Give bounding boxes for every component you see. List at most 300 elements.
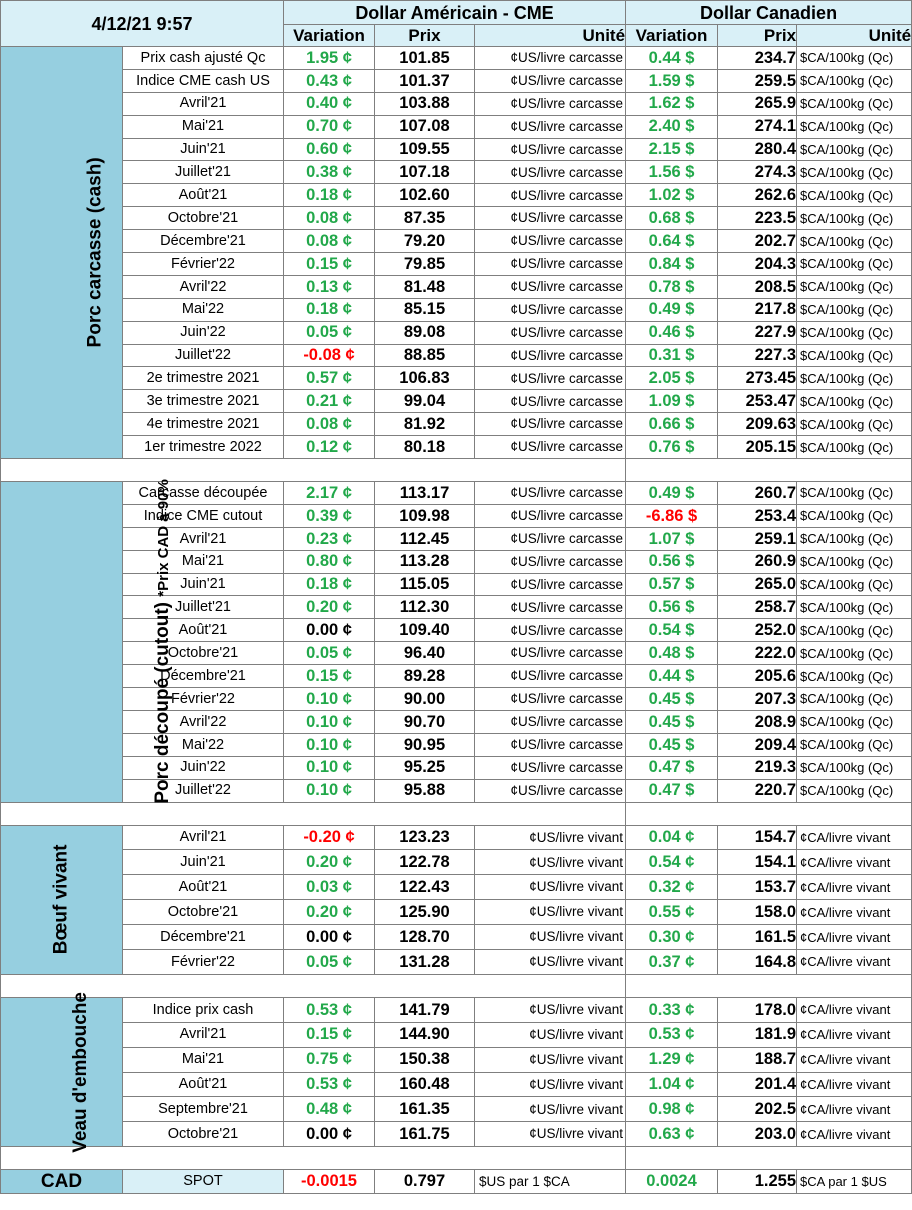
usd-unit: ¢US/livre carcasse [475,390,626,413]
cad-variation: 0.48 $ [626,642,718,665]
usd-variation: 0.23 ¢ [284,527,375,550]
table-row [1,92,912,115]
cad-unit: $CA par 1 $US [797,1170,912,1194]
cad-variation: 0.04 ¢ [626,825,718,850]
usd-variation: -0.20 ¢ [284,825,375,850]
cad-price: 188.7 [718,1047,797,1072]
usd-variation: 0.05 ¢ [284,642,375,665]
table-row [1,367,912,390]
contract-label: Février'22 [123,253,284,276]
cad-price: 209.4 [718,733,797,756]
cad-price: 227.9 [718,321,797,344]
contract-label: Octobre'21 [123,900,284,925]
cad-unit: $CA/100kg (Qc) [797,756,912,779]
table-row [1,69,912,92]
contract-label: Décembre'21 [123,665,284,688]
cad-price: 154.7 [718,825,797,850]
spacer-row [1,459,912,482]
cad-variation: 1.56 $ [626,161,718,184]
cad-price: 280.4 [718,138,797,161]
cad-variation: 0.45 $ [626,733,718,756]
usd-price: 89.08 [375,321,475,344]
contract-label: Août'21 [123,619,284,642]
usd-unit: ¢US/livre carcasse [475,115,626,138]
usd-unit: $US par 1 $CA [475,1170,626,1194]
cad-price: 205.15 [718,436,797,459]
usd-price: 90.95 [375,733,475,756]
contract-label: Mai'22 [123,298,284,321]
cad-variation: 0.0024 [626,1170,718,1194]
cad-variation: 2.15 $ [626,138,718,161]
cad-price: 262.6 [718,184,797,207]
usd-variation: 0.10 ¢ [284,779,375,802]
usd-price: 90.00 [375,688,475,711]
contract-label: Indice prix cash [123,997,284,1022]
table-row [1,207,912,230]
usd-variation: 0.70 ¢ [284,115,375,138]
usd-unit-header: Unité [475,25,626,47]
usd-price: 161.75 [375,1122,475,1147]
usd-variation: 0.00 ¢ [284,1122,375,1147]
usd-unit: ¢US/livre carcasse [475,756,626,779]
usd-unit: ¢US/livre carcasse [475,710,626,733]
usd-unit: ¢US/livre vivant [475,997,626,1022]
cad-unit: $CA/100kg (Qc) [797,230,912,253]
cad-price: 158.0 [718,900,797,925]
usd-unit: ¢US/livre carcasse [475,779,626,802]
cad-price: 260.7 [718,482,797,505]
table-row [1,344,912,367]
usd-price: 0.797 [375,1170,475,1194]
contract-label: Avril'21 [123,1022,284,1047]
cad-unit: $CA/100kg (Qc) [797,390,912,413]
usd-variation: 0.15 ¢ [284,1022,375,1047]
cad-price: 208.9 [718,710,797,733]
usd-unit: ¢US/livre carcasse [475,47,626,70]
contract-label: Juillet'21 [123,596,284,619]
usd-unit: ¢US/livre vivant [475,949,626,974]
table-row [1,161,912,184]
cad-variation: 0.56 $ [626,550,718,573]
category-name: Bœuf vivant [50,844,72,955]
cad-variation: 0.54 ¢ [626,850,718,875]
cad-price: 208.5 [718,275,797,298]
cad-unit: ¢CA/livre vivant [797,850,912,875]
usd-variation: 0.03 ¢ [284,875,375,900]
contract-label: Avril'22 [123,275,284,298]
table-row [1,230,912,253]
usd-unit: ¢US/livre carcasse [475,184,626,207]
category-label [152,480,175,804]
table-row [1,527,912,550]
cad-variation: 0.32 ¢ [626,875,718,900]
usd-unit: ¢US/livre carcasse [475,298,626,321]
contract-label: 3e trimestre 2021 [123,390,284,413]
usd-variation: 0.00 ¢ [284,619,375,642]
usd-unit: ¢US/livre carcasse [475,275,626,298]
cad-unit: $CA/100kg (Qc) [797,779,912,802]
table-row [1,665,912,688]
contract-label: Août'21 [123,875,284,900]
usd-price: 161.35 [375,1097,475,1122]
usd-price: 81.92 [375,413,475,436]
table-row [1,756,912,779]
usd-variation: 0.18 ¢ [284,298,375,321]
spacer-cell [626,974,912,997]
table-row [1,997,912,1022]
cad-variation: 0.98 ¢ [626,1097,718,1122]
usd-variation-header: Variation [284,25,375,47]
cad-variation: 0.45 $ [626,688,718,711]
usd-unit: ¢US/livre carcasse [475,665,626,688]
usd-price: 101.85 [375,47,475,70]
cad-unit-header: Unité [797,25,912,47]
contract-label: Décembre'21 [123,230,284,253]
contract-label: Avril'21 [123,825,284,850]
contract-label: Août'21 [123,1072,284,1097]
usd-price: 79.20 [375,230,475,253]
contract-label: Juin'21 [123,850,284,875]
usd-variation: 0.15 ¢ [284,253,375,276]
cad-variation: 2.05 $ [626,367,718,390]
usd-unit: ¢US/livre vivant [475,1097,626,1122]
usd-price: 106.83 [375,367,475,390]
table-row [1,925,912,950]
category-cell [1,479,173,804]
cad-variation: 0.68 $ [626,207,718,230]
usd-variation: 0.08 ¢ [284,207,375,230]
table-row [1,875,912,900]
usd-unit: ¢US/livre vivant [475,1047,626,1072]
usd-unit: ¢US/livre carcasse [475,207,626,230]
cad-unit: $CA/100kg (Qc) [797,69,912,92]
table-row [1,413,912,436]
cad-variation: 0.44 $ [626,665,718,688]
usd-variation: 0.05 ¢ [284,321,375,344]
cad-unit: $CA/100kg (Qc) [797,527,912,550]
cad-title: Dollar Canadien [626,1,912,25]
cad-unit: ¢CA/livre vivant [797,875,912,900]
table-row [1,550,912,573]
usd-unit: ¢US/livre carcasse [475,550,626,573]
cad-variation: 0.66 $ [626,413,718,436]
category-note: *Prix CAD à 90% [154,479,172,598]
spacer-row [1,802,912,825]
contract-label: Février'22 [123,949,284,974]
usd-unit: ¢US/livre carcasse [475,527,626,550]
spacer-cell [626,459,912,482]
cad-price: 178.0 [718,997,797,1022]
contract-label: Indice CME cutout [123,504,284,527]
cad-variation: 0.33 ¢ [626,997,718,1022]
cad-price: 259.5 [718,69,797,92]
contract-label: Octobre'21 [123,207,284,230]
cad-price: 209.63 [718,413,797,436]
cad-price: 217.8 [718,298,797,321]
usd-price: 87.35 [375,207,475,230]
usd-unit: ¢US/livre carcasse [475,321,626,344]
spacer-cell [1,1147,626,1170]
contract-label: Octobre'21 [123,1122,284,1147]
table-row [1,1047,912,1072]
usd-variation: 0.20 ¢ [284,900,375,925]
contract-label: Août'21 [123,184,284,207]
usd-price: 88.85 [375,344,475,367]
cad-unit: ¢CA/livre vivant [797,1047,912,1072]
cad-price: 252.0 [718,619,797,642]
table-row [1,390,912,413]
cad-variation-header: Variation [626,25,718,47]
usd-price: 109.98 [375,504,475,527]
table-row [1,573,912,596]
usd-price: 113.28 [375,550,475,573]
usd-variation: 0.10 ¢ [284,756,375,779]
usd-variation: 0.53 ¢ [284,997,375,1022]
table-row [1,596,912,619]
cad-unit: ¢CA/livre vivant [797,997,912,1022]
usd-unit: ¢US/livre carcasse [475,596,626,619]
usd-price: 103.88 [375,92,475,115]
usd-price: 96.40 [375,642,475,665]
header-row-top [1,1,912,25]
cad-unit: $CA/100kg (Qc) [797,115,912,138]
usd-price: 109.55 [375,138,475,161]
cad-price: 205.6 [718,665,797,688]
table-row [1,825,912,850]
cad-unit: $CA/100kg (Qc) [797,504,912,527]
table-row [1,688,912,711]
usd-price: 95.88 [375,779,475,802]
contract-label: Octobre'21 [123,642,284,665]
usd-price: 101.37 [375,69,475,92]
usd-unit: ¢US/livre vivant [475,1072,626,1097]
usd-unit: ¢US/livre carcasse [475,504,626,527]
contract-label: Juillet'21 [123,161,284,184]
cad-unit: $CA/100kg (Qc) [797,573,912,596]
cad-price: 202.7 [718,230,797,253]
cad-price: 207.3 [718,688,797,711]
cad-unit: $CA/100kg (Qc) [797,482,912,505]
contract-label: Décembre'21 [123,925,284,950]
usd-price: 150.38 [375,1047,475,1072]
cad-price: 234.7 [718,47,797,70]
cad-unit: ¢CA/livre vivant [797,1097,912,1122]
usd-price: 112.30 [375,596,475,619]
usd-variation: 0.21 ¢ [284,390,375,413]
usd-title: Dollar Américain - CME [284,1,626,25]
cad-unit: ¢CA/livre vivant [797,1072,912,1097]
usd-unit: ¢US/livre vivant [475,925,626,950]
usd-price: 112.45 [375,527,475,550]
usd-variation: 1.95 ¢ [284,47,375,70]
cad-unit: $CA/100kg (Qc) [797,298,912,321]
usd-variation: 0.75 ¢ [284,1047,375,1072]
contract-label: 4e trimestre 2021 [123,413,284,436]
category-cell [1,825,123,974]
cad-variation: 1.02 $ [626,184,718,207]
cad-variation: 0.63 ¢ [626,1122,718,1147]
usd-unit: ¢US/livre carcasse [475,688,626,711]
category-name: Porc découpé (cutout) [151,602,173,804]
cad-unit: $CA/100kg (Qc) [797,710,912,733]
table-row [1,733,912,756]
usd-unit: ¢US/livre carcasse [475,253,626,276]
usd-price: 131.28 [375,949,475,974]
usd-price: 115.05 [375,573,475,596]
usd-variation: 0.40 ¢ [284,92,375,115]
table-row [1,619,912,642]
usd-unit: ¢US/livre carcasse [475,642,626,665]
usd-unit: ¢US/livre vivant [475,1122,626,1147]
cad-unit: ¢CA/livre vivant [797,1122,912,1147]
table-row [1,47,912,70]
table-row [1,275,912,298]
usd-variation: 0.48 ¢ [284,1097,375,1122]
cad-unit: $CA/100kg (Qc) [797,642,912,665]
usd-variation: 0.20 ¢ [284,850,375,875]
contract-label: Avril'21 [123,92,284,115]
cad-variation: 0.37 ¢ [626,949,718,974]
spacer-row [1,1147,912,1170]
contract-label: 2e trimestre 2021 [123,367,284,390]
contract-label: Prix cash ajusté Qc [123,47,284,70]
contract-label: Septembre'21 [123,1097,284,1122]
cad-price: 227.3 [718,344,797,367]
cad-unit: ¢CA/livre vivant [797,949,912,974]
cad-variation: 1.62 $ [626,92,718,115]
spacer-cell [626,802,912,825]
cad-price: 203.0 [718,1122,797,1147]
usd-variation: 0.20 ¢ [284,596,375,619]
spot-label: SPOT [123,1170,284,1194]
usd-variation: 0.10 ¢ [284,733,375,756]
contract-label: Juin'21 [123,573,284,596]
spacer-row [1,974,912,997]
contract-label: Avril'21 [123,527,284,550]
table-row [1,184,912,207]
cad-unit: ¢CA/livre vivant [797,900,912,925]
usd-price: 107.18 [375,161,475,184]
timestamp: 4/12/21 9:57 [1,1,284,47]
cad-price: 274.3 [718,161,797,184]
usd-price: 90.70 [375,710,475,733]
usd-variation: 0.08 ¢ [284,230,375,253]
usd-unit: ¢US/livre carcasse [475,482,626,505]
contract-label: Juillet'22 [123,344,284,367]
category-name: Veau d'embouche [70,991,91,1153]
contract-label: Avril'22 [123,710,284,733]
cad-price: 219.3 [718,756,797,779]
table-row [1,298,912,321]
cad-unit: ¢CA/livre vivant [797,825,912,850]
table-row [1,482,912,505]
cad-price: 222.0 [718,642,797,665]
usd-variation: 0.57 ¢ [284,367,375,390]
table-row [1,253,912,276]
contract-label: Février'22 [123,688,284,711]
usd-unit: ¢US/livre carcasse [475,367,626,390]
cad-price: 154.1 [718,850,797,875]
cad-price: 161.5 [718,925,797,950]
table-row [1,1072,912,1097]
table-row [1,1097,912,1122]
contract-label: Juillet'22 [123,779,284,802]
cad-variation: 0.44 $ [626,47,718,70]
usd-price: 107.08 [375,115,475,138]
cad-variation: 1.04 ¢ [626,1072,718,1097]
usd-variation: 2.17 ¢ [284,482,375,505]
usd-variation: 0.53 ¢ [284,1072,375,1097]
usd-variation: 0.43 ¢ [284,69,375,92]
contract-label: Mai'21 [123,115,284,138]
usd-unit: ¢US/livre vivant [475,1022,626,1047]
usd-unit: ¢US/livre vivant [475,825,626,850]
cad-variation: 0.31 $ [626,344,718,367]
table-row [1,642,912,665]
cad-variation: 0.47 $ [626,779,718,802]
usd-price: 80.18 [375,436,475,459]
cad-price: 220.7 [718,779,797,802]
cad-price: 274.1 [718,115,797,138]
cad-price-header: Prix [718,25,797,47]
usd-variation: 0.15 ¢ [284,665,375,688]
category-cell [1,991,123,1153]
cad-unit: ¢CA/livre vivant [797,1022,912,1047]
cad-price: 201.4 [718,1072,797,1097]
cad-variation: 2.40 $ [626,115,718,138]
cad-unit: $CA/100kg (Qc) [797,665,912,688]
cad-variation: 0.45 $ [626,710,718,733]
cad-variation: 1.07 $ [626,527,718,550]
cad-variation: 0.57 $ [626,573,718,596]
usd-variation: 0.18 ¢ [284,573,375,596]
cad-variation: 0.49 $ [626,482,718,505]
usd-variation: 0.10 ¢ [284,710,375,733]
contract-label: Juin'21 [123,138,284,161]
table-row [1,1122,912,1147]
usd-price: 122.78 [375,850,475,875]
cad-variation: 0.53 ¢ [626,1022,718,1047]
usd-price-header: Prix [375,25,475,47]
usd-price: 113.17 [375,482,475,505]
usd-unit: ¢US/livre vivant [475,875,626,900]
cad-variation: 0.55 ¢ [626,900,718,925]
usd-price: 144.90 [375,1022,475,1047]
spacer-cell [1,802,626,825]
usd-price: 85.15 [375,298,475,321]
cad-unit: $CA/100kg (Qc) [797,413,912,436]
table-row [1,850,912,875]
cad-unit: $CA/100kg (Qc) [797,92,912,115]
contract-label: Mai'22 [123,733,284,756]
usd-unit: ¢US/livre carcasse [475,436,626,459]
cad-price: 258.7 [718,596,797,619]
usd-unit: ¢US/livre carcasse [475,138,626,161]
cad-unit: $CA/100kg (Qc) [797,344,912,367]
cad-variation: 0.64 $ [626,230,718,253]
cad-price: 265.0 [718,573,797,596]
contract-label: Mai'21 [123,550,284,573]
usd-price: 79.85 [375,253,475,276]
usd-variation: 0.12 ¢ [284,436,375,459]
cad-price: 202.5 [718,1097,797,1122]
usd-variation: -0.08 ¢ [284,344,375,367]
category-name: Porc carcasse (cash) [84,157,106,348]
usd-variation: -0.0015 [284,1170,375,1194]
table-row [1,710,912,733]
usd-price: 141.79 [375,997,475,1022]
cad-variation: 0.30 ¢ [626,925,718,950]
